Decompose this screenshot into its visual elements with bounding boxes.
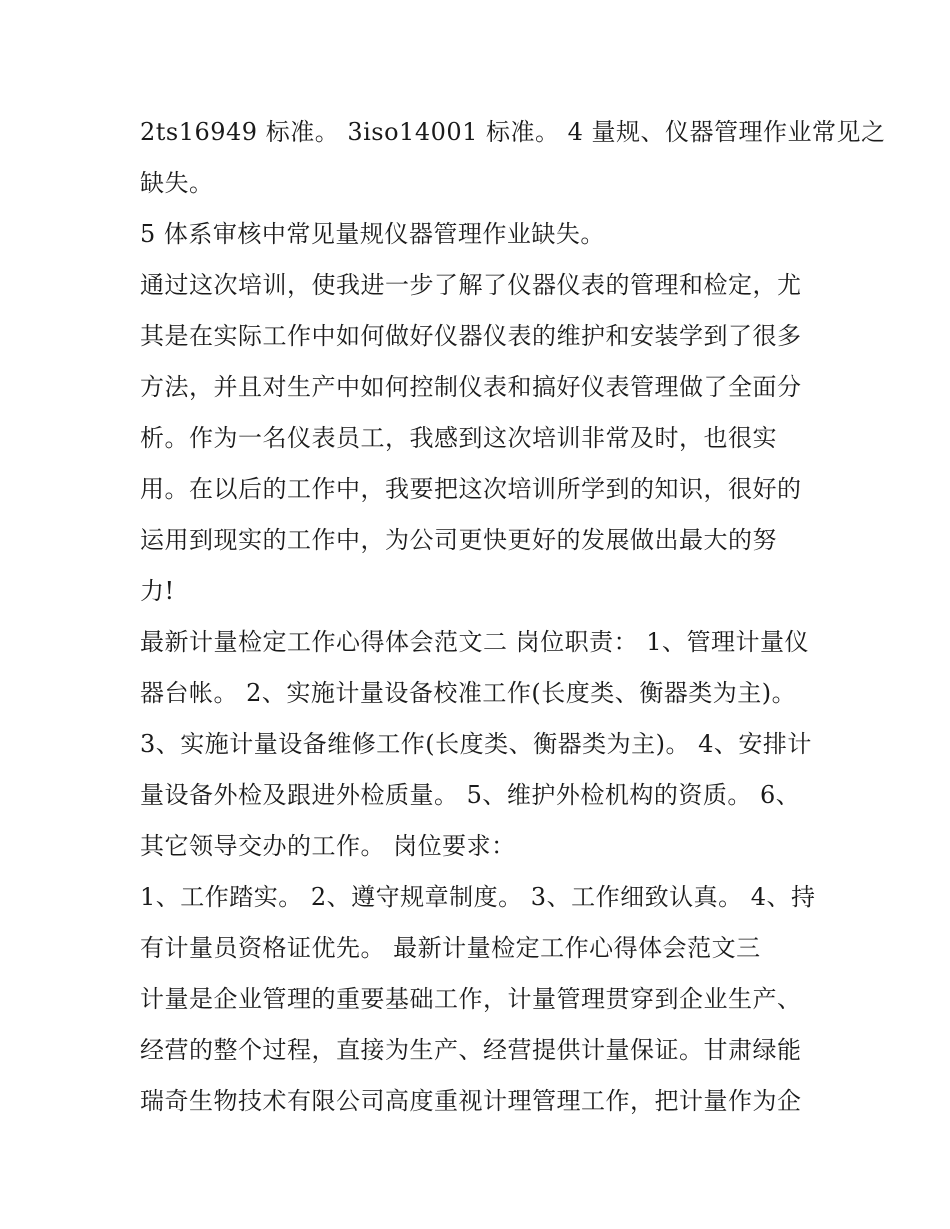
text-line: 经营的整个过程，直接为生产、经营提供计量保证。甘肃绿能 [140, 1036, 802, 1064]
text-line: 1、工作踏实。 2、遵守规章制度。 3、工作细致认真。 4、持 [140, 883, 816, 911]
text-line: 析。作为一名仪表员工，我感到这次培训非常及时，也很实 [140, 424, 777, 452]
document-body [140, 107, 886, 1127]
text-line: 有计量员资格证优先。 最新计量检定工作心得体会范文三 [140, 934, 761, 962]
text-line: 最新计量检定工作心得体会范文二 岗位职责： 1、管理计量仪 [140, 628, 810, 656]
text-line: 5 体系审核中常见量规仪器管理作业缺失。 [140, 220, 605, 248]
text-line: 用。在以后的工作中，我要把这次培训所学到的知识，很好的 [140, 475, 802, 503]
text-line: 瑞奇生物技术有限公司高度重视计理管理工作，把计量作为企 [140, 1087, 802, 1115]
text-line: 力! [140, 577, 175, 605]
text-line: 其它领导交办的工作。 岗位要求： [140, 832, 516, 860]
text-line: 2ts16949 标准。 3iso14001 标准。 4 量规、仪器管理作业常见之 [140, 118, 886, 146]
text-line: 量设备外检及跟进外检质量。 5、维护外检机构的资质。 6、 [140, 781, 801, 809]
text-line: 其是在实际工作中如何做好仪器仪表的维护和安装学到了很多 [140, 322, 802, 350]
text-line: 通过这次培训，使我进一步了解了仪器仪表的管理和检定，尤 [140, 271, 802, 299]
text-line: 计量是企业管理的重要基础工作，计量管理贯穿到企业生产、 [140, 985, 802, 1013]
text-line: 缺失。 [140, 169, 214, 197]
text-line: 3、实施计量设备维修工作(长度类、衡器类为主)。 4、安排计 [140, 730, 812, 758]
text-line: 运用到现实的工作中，为公司更快更好的发展做出最大的努 [140, 526, 777, 554]
text-line: 器台帐。 2、实施计量设备校准工作(长度类、衡器类为主)。 [140, 679, 797, 707]
text-line: 方法，并且对生产中如何控制仪表和搞好仪表管理做了全面分 [140, 373, 802, 401]
